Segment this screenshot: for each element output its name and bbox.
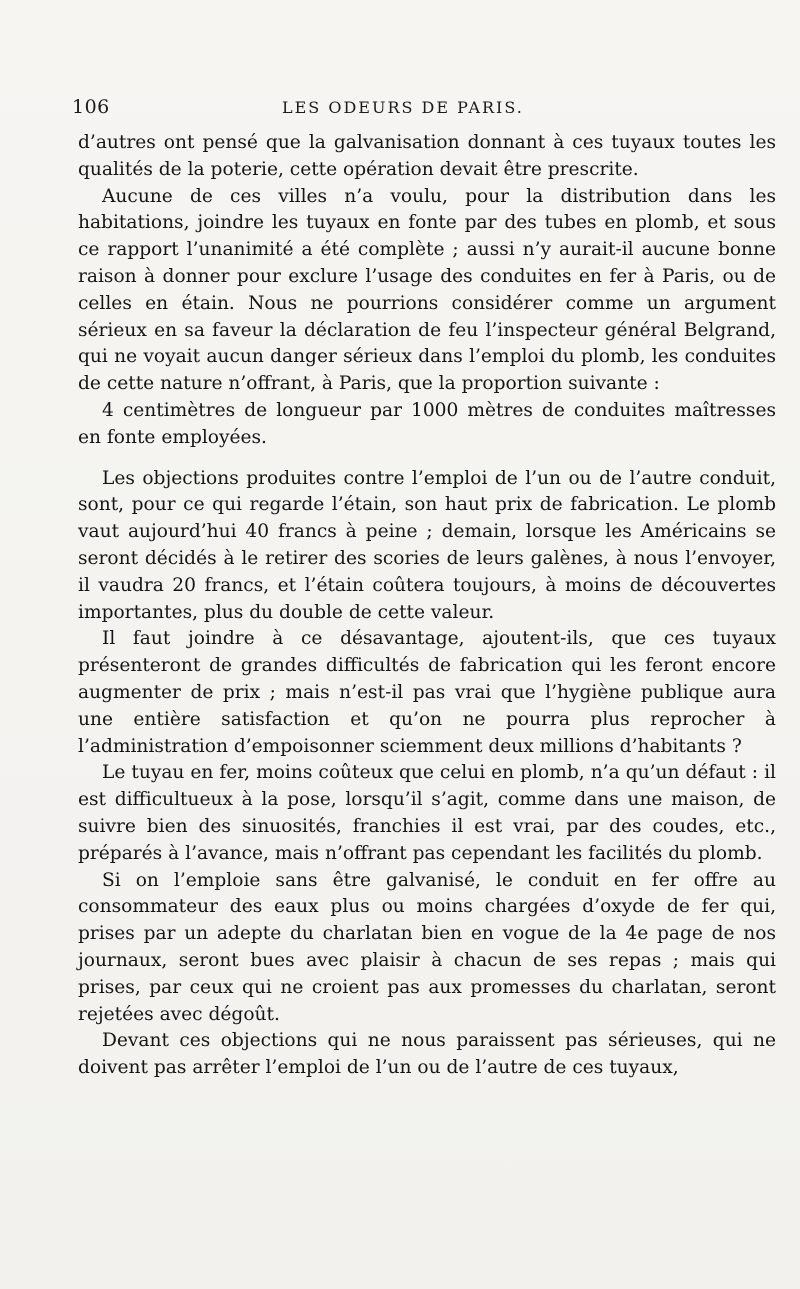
body-text	[78, 130, 776, 1082]
paragraph: Il faut joindre à ce désavantage, ajoutent-ils, que ces tuyaux présenteront de grandes difficultés de fabrication qui les feront encore augmenter de prix ; mais n’est-il pas vrai que l’hygiène publique aura une entière satisfaction et qu’on ne pourra plus reprocher à l’administration d’empoisonner sciemment deux millions d’habitants ?	[78, 628, 776, 757]
paragraph: d’autres ont pensé que la galvanisation donnant à ces tuyaux toutes les qualités de la poterie, cette opération devait être prescrite.	[78, 132, 776, 180]
paragraph: 4 centimètres de longueur par 1000 mètres de conduites maîtresses en fonte employées.	[78, 399, 776, 448]
page-number: 106	[72, 96, 110, 118]
paragraph: Devant ces objections qui ne nous paraissent pas sérieuses, qui ne doivent pas arrêter l’emploi de l’un ou de l’autre de ces tuyaux,	[78, 1030, 776, 1079]
paragraph: Le tuyau en fer, moins coûteux que celui en plomb, n’a qu’un défaut : il est difficultueux à la pose, lorsqu’il s’agit, comme dans une maison, de suivre bien des sinuosités, franchies il est vrai, par des coudes, etc., préparés à l’avance, mais n’offrant pas cependant les facilités du plomb.	[78, 762, 776, 864]
paragraph: Les objections produites contre l’emploi de l’un ou de l’autre conduit, sont, pour ce qui regarde l’étain, son haut prix de fabrication. Le plomb vaut aujourd’hui 40 francs à peine ; demain, lorsque les Américains se seront décidés à le retirer des scories de leurs galènes, à nous l’envoyer, il vaudra 20 francs, et l’étain coûtera toujours, à moins de découvertes importantes, plus du double de cette valeur.	[78, 467, 776, 623]
paragraph: Si on l’emploie sans être galvanisé, le conduit en fer offre au consommateur des eaux plus ou moins chargées d’oxyde de fer qui, prises par un adepte du charlatan bien en vogue de la 4e page de nos journaux, seront bues avec plaisir à chacun de ses repas ; mais qui prises, par ceux qui ne croient pas aux promesses du charlatan, seront rejetées avec dégoût.	[78, 869, 776, 1025]
running-head: LES ODEURS DE PARIS.	[282, 98, 524, 117]
page-header	[72, 96, 782, 122]
paragraph: Aucune de ces villes n’a voulu, pour la distribution dans les habitations, joindre les tuyaux en fonte par des tubes en plomb, et sous ce rapport l’unanimité a été complète ; aussi n’y aurait-il aucune bonne raison à donner pour exclure l’usage des conduites en fer à Paris, ou de celles en étain. Nous ne pourrions considérer comme un argument sérieux en sa faveur la déclaration de feu l’inspecteur général Belgrand, qui ne voyait aucun danger sérieux dans l’emploi du plomb, les conduites de cette nature n’offrant, à Paris, que la proportion suivante :	[78, 185, 776, 395]
